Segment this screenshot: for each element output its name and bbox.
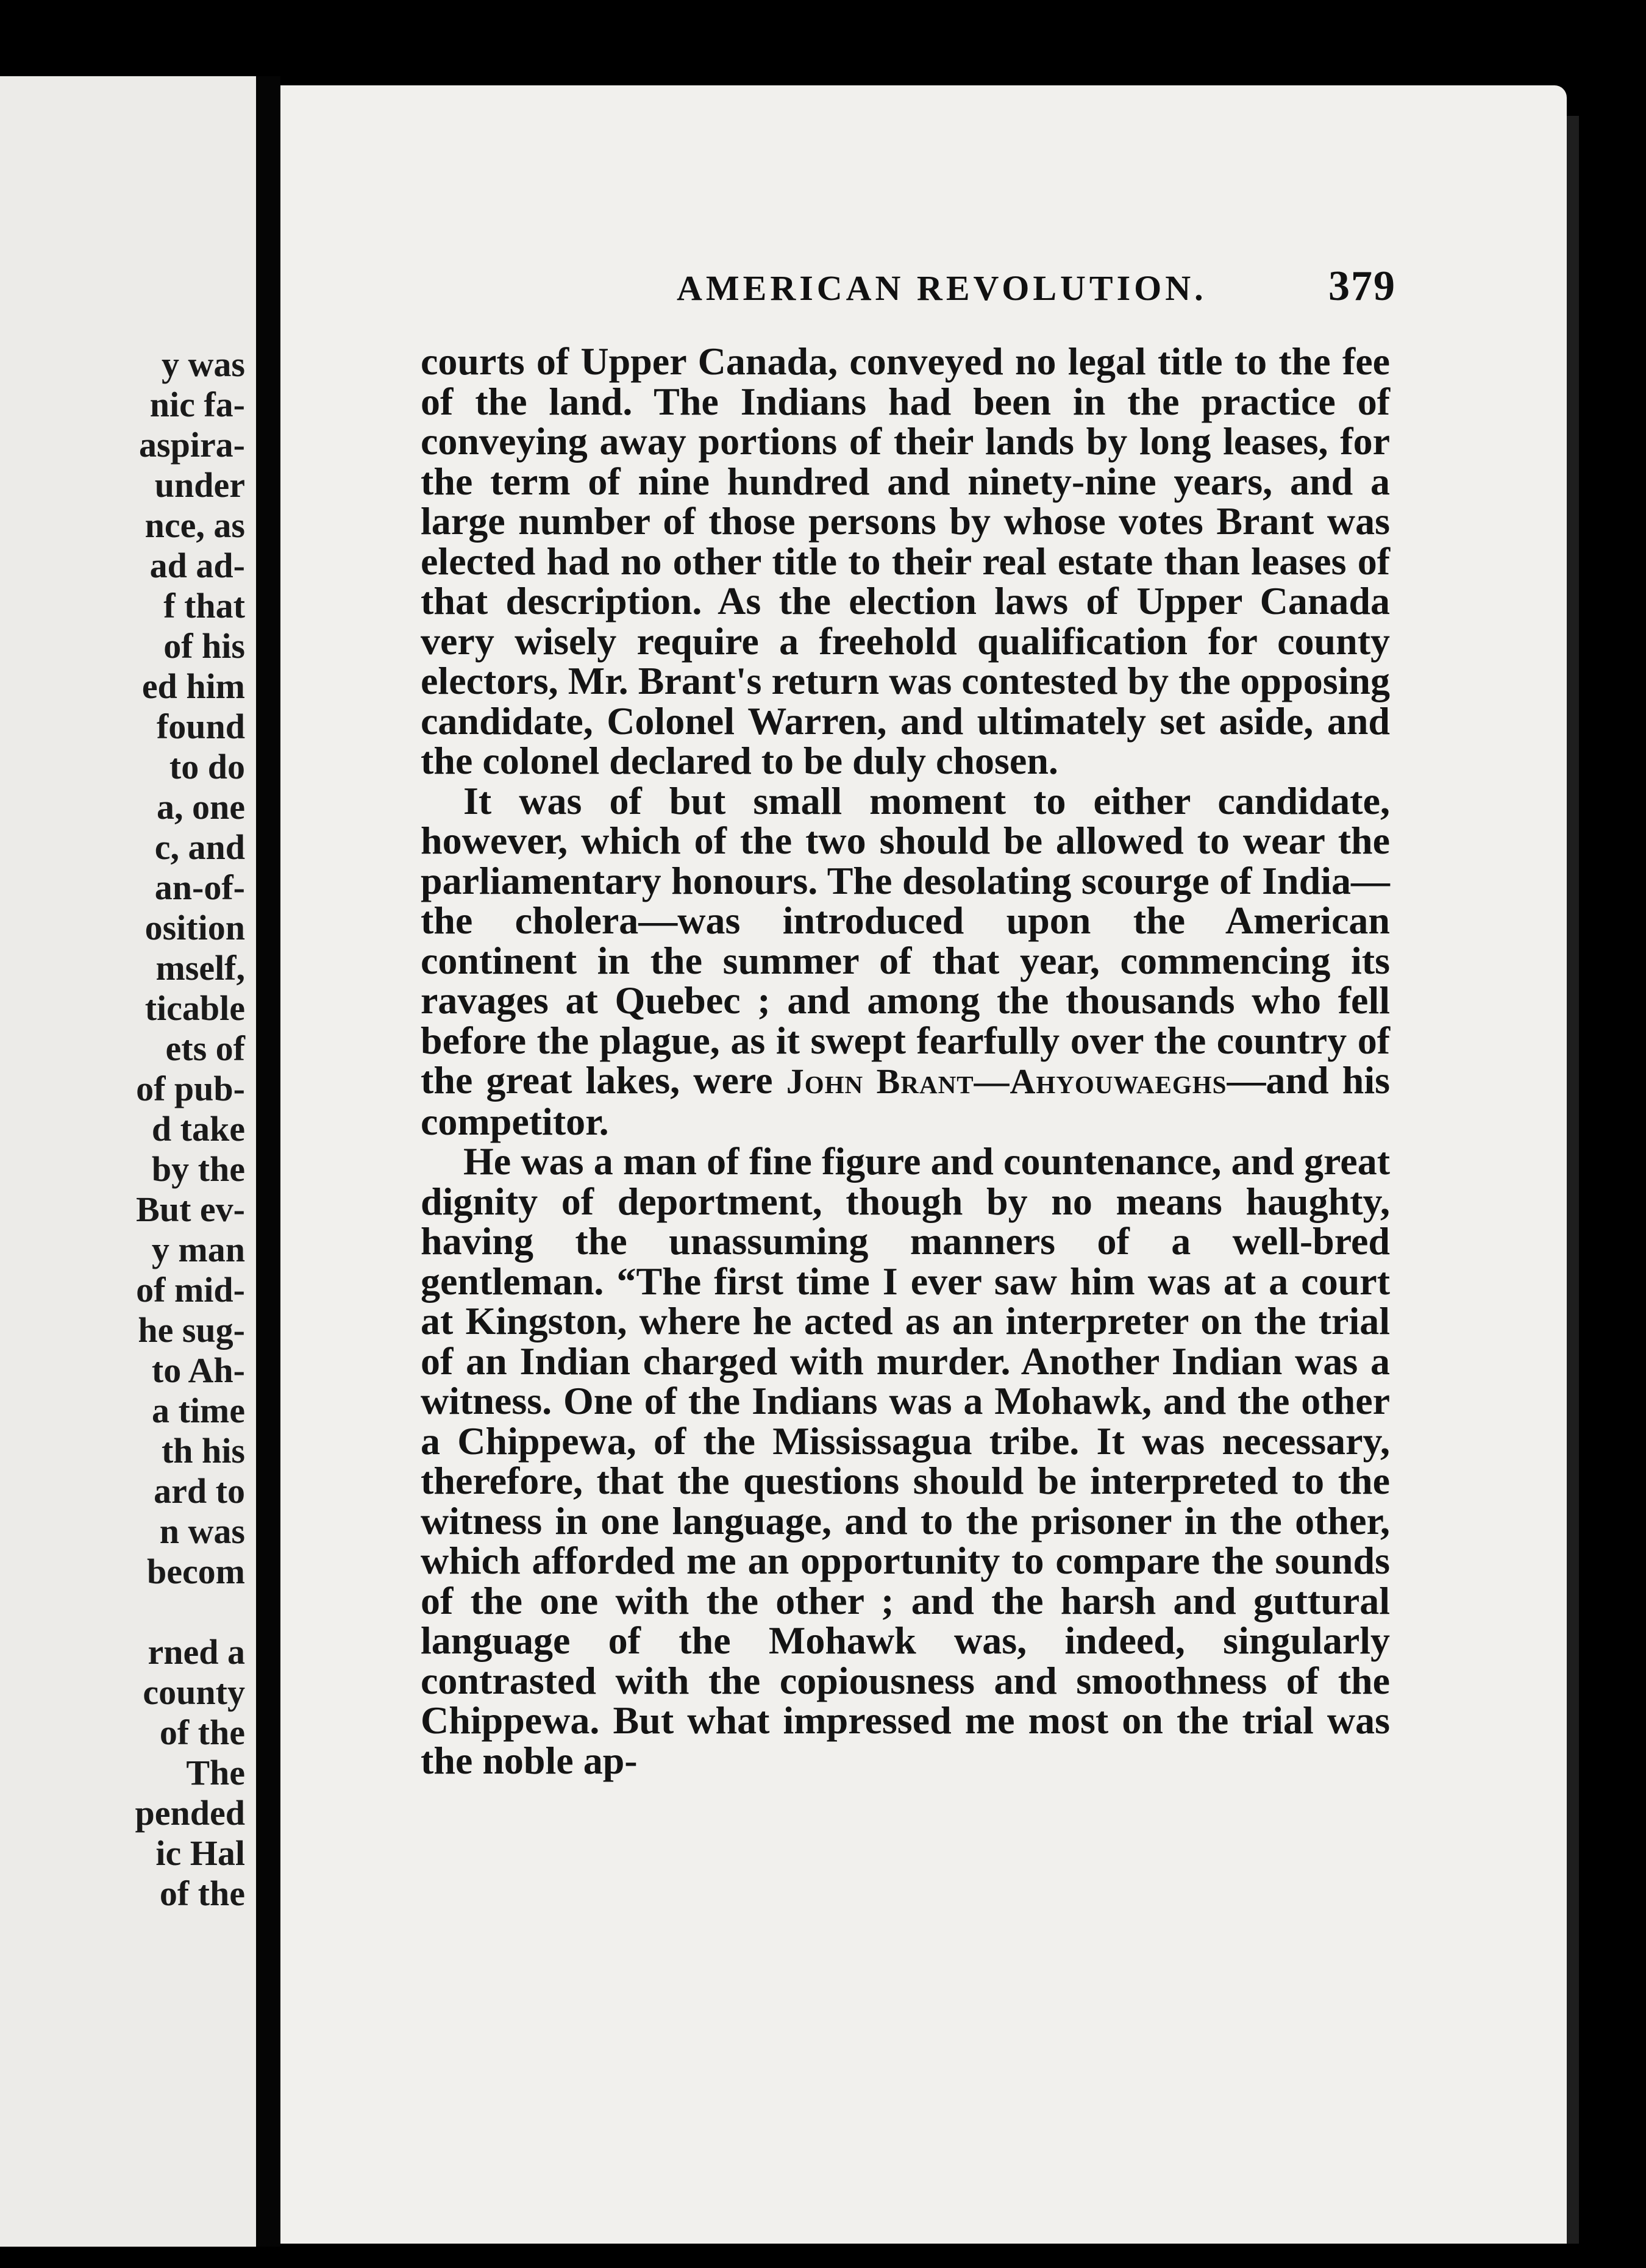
left-page-line: nic fa-	[149, 385, 245, 424]
left-page-line: becom	[146, 1552, 245, 1591]
left-page-line: county	[143, 1672, 245, 1712]
left-page-line: of the	[159, 1874, 245, 1913]
left-page-line: nce, as	[144, 505, 245, 545]
left-page-line: The	[186, 1753, 245, 1792]
left-page-line: osition	[144, 908, 245, 947]
left-page-line: mself,	[155, 948, 245, 988]
left-page-line: a time	[152, 1391, 245, 1430]
left-page-line: to do	[169, 747, 245, 786]
left-page-line: found	[156, 707, 245, 746]
left-page-line	[0, 1592, 245, 1632]
left-page-line: ad ad-	[149, 546, 245, 585]
left-page-line: But ev-	[136, 1189, 245, 1229]
left-page-line: n was	[159, 1511, 245, 1551]
left-page-line: d take	[151, 1109, 245, 1149]
book-gutter	[256, 76, 280, 2247]
left-page-line: c, and	[154, 827, 245, 867]
left-page-line: th his	[161, 1431, 245, 1471]
paragraph-2-text: It was of but small moment to either candidate, however, which of the two should be allowed to wear the parliamentary honours. The desolating scourge of India—the cholera—was introduced upon the American continent in the summer of that year, commencing its ravages at Quebec ; and among the thousands who fell before the plague, as it swept fearfully over the country of the great lakes, were	[421, 779, 1390, 1102]
left-page-line: pended	[135, 1793, 245, 1833]
left-page-line: he sug-	[138, 1310, 245, 1350]
running-title: AMERICAN REVOLUTION.	[677, 268, 1207, 308]
left-page-line: an-of-	[154, 868, 245, 907]
paragraph-2	[421, 781, 1390, 1142]
left-page-text	[0, 344, 256, 1914]
person-name: John Brant—Ahyouwaeghs	[786, 1061, 1227, 1101]
page-number: 379	[1328, 263, 1396, 310]
page-edge-shadow	[1567, 116, 1579, 2244]
page-body	[421, 341, 1390, 1780]
left-page-line: a, one	[157, 787, 245, 827]
left-page-line: of mid-	[136, 1270, 245, 1310]
paragraph-2-end: —and his competitor.	[421, 1058, 1391, 1143]
left-page-line: of pub-	[136, 1069, 245, 1108]
left-page	[0, 76, 256, 2247]
left-page-line: ic Hal	[155, 1833, 245, 1873]
left-page-line: rned a	[148, 1632, 245, 1672]
left-page-line: aspira-	[139, 425, 245, 465]
paragraph-3: He was a man of fine figure and countenance, and great dignity of deportment, though by no means haughty, having the unassuming manners of a well-bred gentleman. “The first time I ever saw him was at a court at Kingston, where he acted as an interpreter on the trial of an Indian charged with murder. Another Indian was a witness. One of the Indians was a Mohawk, and the other a Chippewa, of the Mississagua tribe. It was necessary, therefore, that the questions should be interpreted to the witness in one language, and to the prisoner in the other, which afforded me an opportunity to compare the sounds of the one with the other ; and the harsh and guttural language of the Mohawk was, indeed, singularly contrasted with the copiousness and smoothness of the Chippewa. But what impressed me most on the trial was the noble ap-	[421, 1139, 1390, 1782]
left-page-line: by the	[151, 1149, 245, 1189]
left-page-line: ticable	[144, 988, 245, 1028]
paragraph-1: courts of Upper Canada, conveyed no legal title to the fee of the land. The Indians had been in the practice of conveying away portions of their lands by long leases, for the term of nine hundred and ninety-nine years, and a large number of those persons by whose votes Brant was elected had no other title to their real estate than leases of that description. As the election laws of Upper Canada very wisely require a freehold qualification for county electors, Mr. Brant's return was contested by the opposing candidate, Colonel Warren, and ultimately set aside, and the colonel declared to be duly chosen.	[421, 340, 1390, 782]
left-page-line: y man	[151, 1230, 245, 1269]
left-page-line: y was	[162, 344, 245, 384]
left-page-line: to Ah-	[151, 1350, 245, 1390]
left-page-line: ed him	[141, 666, 245, 706]
left-page-line: ets of	[165, 1029, 245, 1068]
left-page-line: f that	[163, 586, 245, 626]
left-page-line: under	[154, 465, 245, 505]
running-header	[677, 262, 1396, 317]
left-page-line: ard to	[154, 1471, 245, 1511]
left-page-line: of the	[159, 1713, 245, 1752]
left-page-line: of his	[163, 626, 245, 666]
